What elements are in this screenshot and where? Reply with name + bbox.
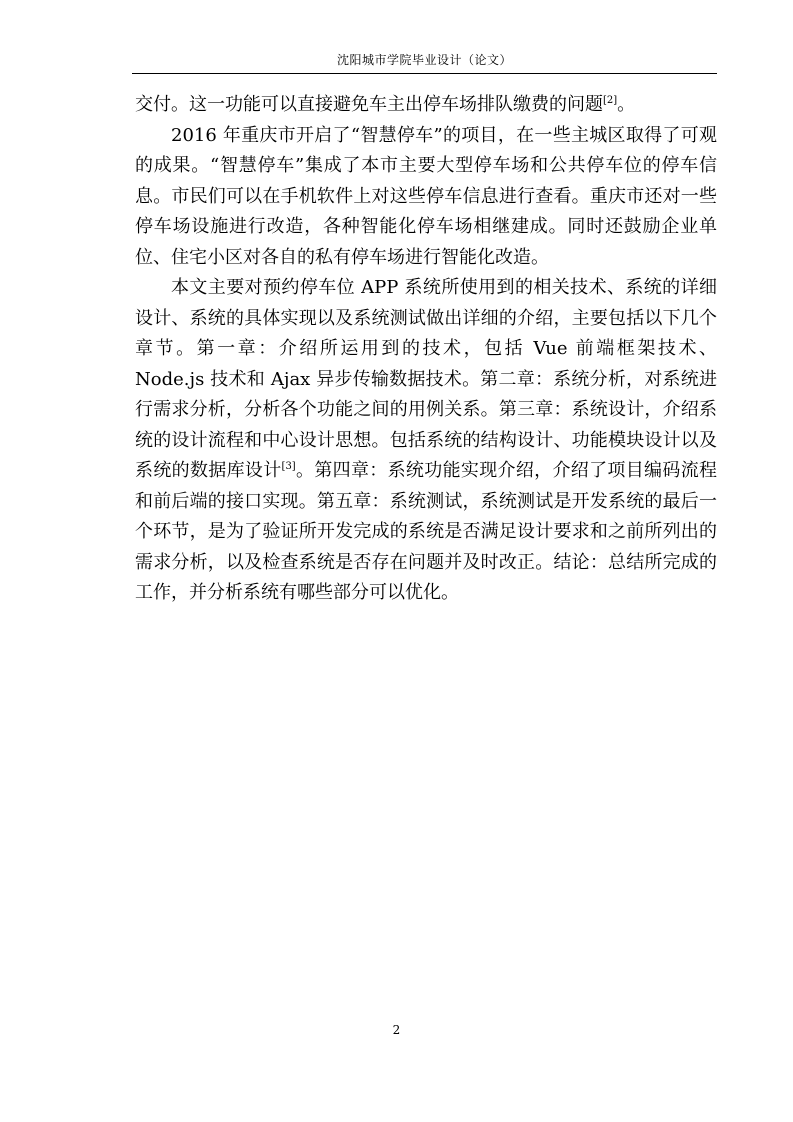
body-text [135,90,717,609]
paragraph-1 [135,90,717,121]
paragraph-1-tail: 。 [617,94,636,115]
header-rule [132,73,717,74]
paragraph-1-text: 交付。这一功能可以直接避免车主出停车场排队缴费的问题 [135,94,603,115]
citation-ref-3: [3] [281,461,296,472]
paragraph-3 [135,273,717,609]
paragraph-3-text-b: 。第四章：系统功能实现介绍，介绍了项目编码流程和前后端的接口实现。第五章：系统测试，系统测试是开发系统的最后一个环节，是为了验证所开发完成的系统是否满足设计要求和之前所列出的需求分析，以及检查系统是否存在问题并及时改正。结论：总结所完成的工作，并分析系统有哪些部分可以优化。 [135,460,718,603]
citation-ref-2: [2] [603,95,618,106]
paragraph-3-text-a: 本文主要对预约停车位 APP 系统所使用到的相关技术、系统的详细设计、系统的具体实现以及系统测试做出详细的介绍，主要包括以下几个章节。第一章：介绍所运用到的技术，包括 Vue 前端框架技术、Node.js 技术和 Ajax 异步传输数据技术。第二章：系统分析，对系统进行需求分析，分析各个功能之间的用例关系。第三章：系统设计，介绍系统的设计流程和中心设计思想。包括系统的结构设计、功能模块设计以及系统的数据库设计 [135,277,717,481]
running-header: 沈阳城市学院毕业设计（论文） [336,53,512,67]
paragraph-2: 2016 年重庆市开启了“智慧停车”的项目，在一些主城区取得了可观的成果。“智慧停车”集成了本市主要大型停车场和公共停车位的停车信息。市民们可以在手机软件上对这些停车信息进行查看。重庆市还对一些停车场设施进行改造，各种智能化停车场相继建成。同时还鼓励企业单位、住宅小区对各自的私有停车场进行智能化改造。 [135,124,717,268]
page-number: 2 [392,1023,401,1037]
